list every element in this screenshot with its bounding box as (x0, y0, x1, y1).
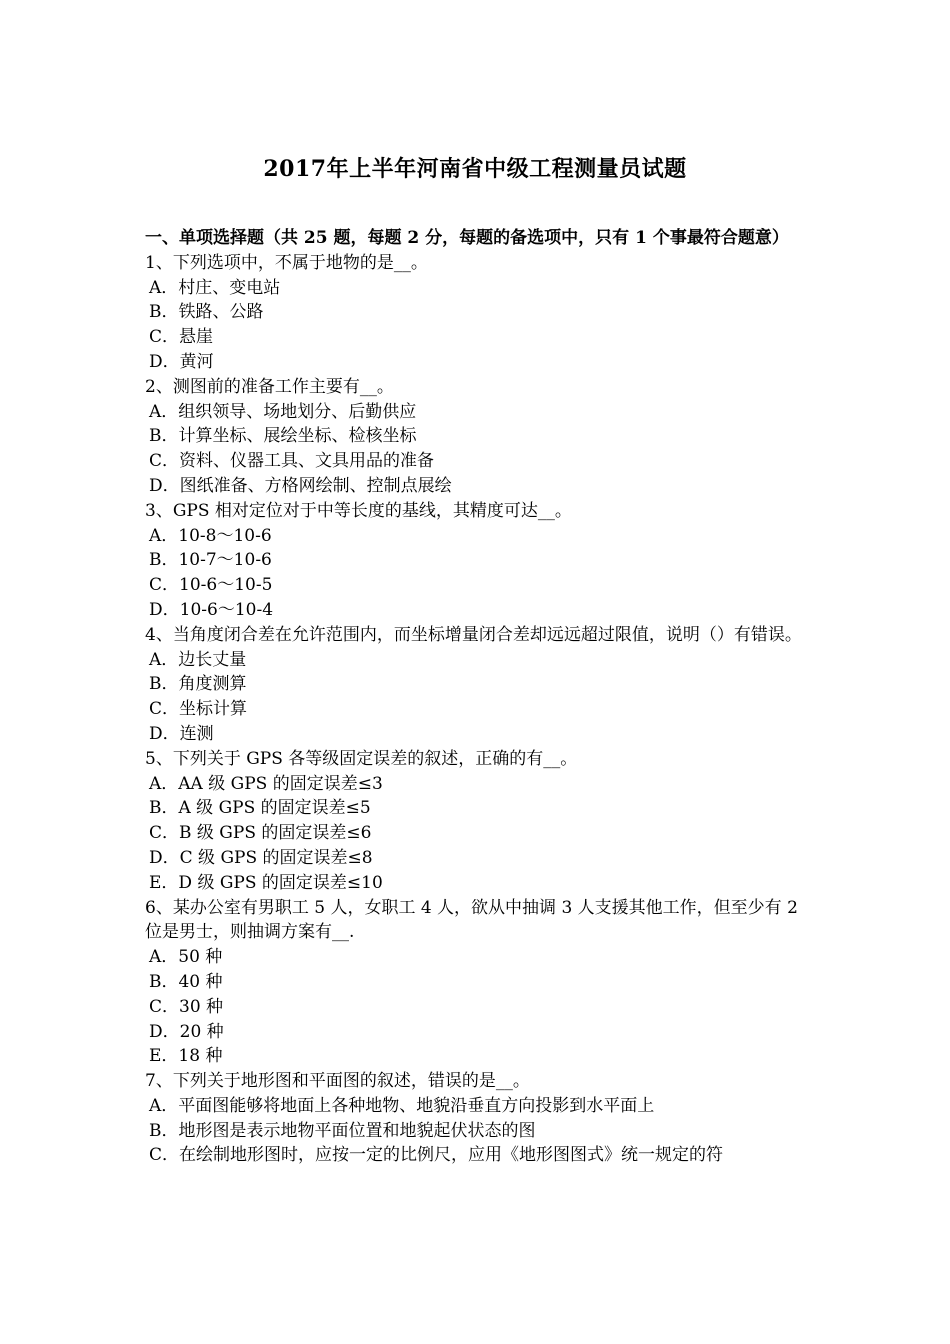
option-d: D．连测 (149, 723, 214, 744)
option-c: C．B 级 GPS 的固定误差≤6 (149, 823, 372, 844)
option-b: B．A 级 GPS 的固定误差≤5 (149, 798, 371, 819)
option-c: C．30 种 (149, 996, 224, 1017)
document-title: 2017年上半年河南省中级工程测量员试题 (263, 156, 687, 182)
option-d: D．C 级 GPS 的固定误差≤8 (149, 847, 373, 868)
option-c: C．悬崖 (149, 327, 214, 348)
option-c: C．10-6～10-5 (149, 575, 273, 596)
question-stem: 2、测图前的准备工作主要有__。 (145, 376, 394, 397)
option-a: A．边长丈量 (149, 649, 247, 670)
option-a: A．组织领导、场地划分、后勤供应 (149, 401, 417, 422)
option-e: E．18 种 (149, 1046, 223, 1067)
question-stem: 1、下列选项中，不属于地物的是__。 (145, 252, 428, 273)
option-a: A．AA 级 GPS 的固定误差≤3 (149, 773, 383, 794)
question-stem: 7、下列关于地形图和平面图的叙述，错误的是__。 (145, 1071, 530, 1092)
option-b: B．角度测算 (149, 674, 247, 695)
option-b: B．地形图是表示地物平面位置和地貌起伏状态的图 (149, 1120, 536, 1141)
option-a: A．平面图能够将地面上各种地物、地貌沿垂直方向投影到水平面上 (149, 1095, 655, 1116)
option-b: B．40 种 (149, 971, 223, 992)
question-1 (145, 251, 810, 375)
option-e: E．D 级 GPS 的固定误差≤10 (149, 872, 383, 893)
question-stem: 6、某办公室有男职工 5 人，女职工 4 人，欲从中抽调 3 人支援其他工作，但至少有 2 位是男士，则抽调方案有__. (145, 897, 798, 943)
document-body (145, 226, 810, 1168)
option-c: C．坐标计算 (149, 699, 248, 720)
option-d: D．图纸准备、方格网绘制、控制点展绘 (149, 475, 452, 496)
question-2 (145, 375, 810, 499)
option-a: A．10-8～10-6 (149, 525, 272, 546)
option-a: A．村庄、变电站 (149, 277, 281, 298)
option-b: B．计算坐标、展绘坐标、检核坐标 (149, 426, 417, 447)
option-d: D．20 种 (149, 1021, 224, 1042)
option-c: C．在绘制地形图时，应按一定的比例尺，应用《地形图图式》统一规定的符 (149, 1145, 724, 1166)
question-stem: 4、当角度闭合差在允许范围内，而坐标增量闭合差却远远超过限值，说明（）有错误。 (145, 624, 802, 645)
option-d: D．10-6～10-4 (149, 599, 274, 620)
question-6 (145, 896, 810, 1070)
option-b: B．铁路、公路 (149, 302, 264, 323)
option-b: B．10-7～10-6 (149, 550, 272, 571)
section-heading: 一、单项选择题（共 25 题，每题 2 分，每题的备选项中，只有 1 个事最符合题意） (145, 228, 789, 248)
question-3 (145, 499, 810, 623)
question-4 (145, 623, 810, 747)
question-stem: 5、下列关于 GPS 各等级固定误差的叙述，正确的有__。 (145, 748, 578, 769)
option-a: A．50 种 (149, 947, 223, 968)
option-d: D．黄河 (149, 351, 214, 372)
option-c: C．资料、仪器工具、文具用品的准备 (149, 451, 435, 472)
question-5 (145, 747, 810, 896)
question-stem: 3、GPS 相对定位对于中等长度的基线，其精度可达__。 (145, 500, 572, 521)
question-7 (145, 1069, 810, 1168)
